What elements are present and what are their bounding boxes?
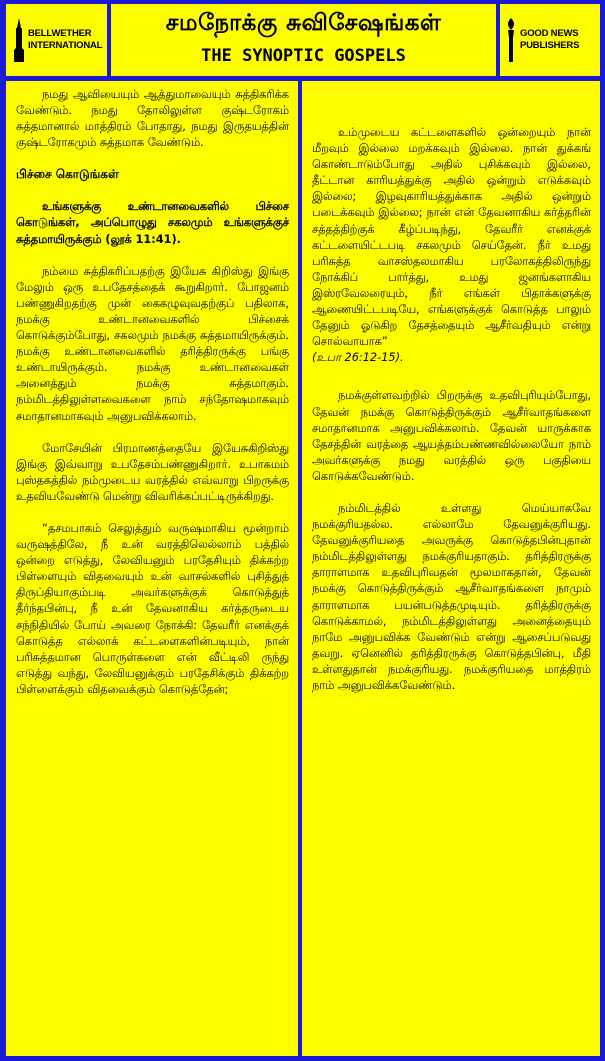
scripture-reference: (உபா 26:12-15). [312, 351, 404, 365]
left-logo-line2: INTERNATIONAL [28, 40, 103, 51]
scripture-quote: உங்களுக்கு உண்டானவைகளில் பிச்சை கொடுங்கள், அப்பொழுது சகலமும் உங்களுக்குச் சுத்தமாயிருக்கும் (லூக் 11:41). [16, 200, 289, 246]
bell-tower-icon [12, 18, 26, 62]
good-news-logo [500, 4, 600, 76]
right-text-column [302, 81, 600, 1056]
page-title-tamil: சமநோக்கு சுவிசேஷங்கள் [165, 10, 442, 36]
paragraph: “தசமபாகம் செலுத்தும் வருஷமாகிய மூன்றாம் வருஷத்திலே, நீ உன் வரத்திலெல்லாம் பத்தில் ஒன்றை எடுத்து, லேவியனும் பரதேசியும் திக்கற்ற பிள்ளையும் விதவையும் உன் வாசல்களில் புசித்துத் திருப்தியாகும்படி அவர்களுக்குக் கொடுத்துத் தீர்ந்தபின்பு, நீ உன் தேவனாகிய கர்த்தருடைய சந்நிதியில் போய் அவரை நோக்கி: தேவரீர் எனக்குக் கொடுத்த எல்லாக் கட்டளைகளின்படியும், நான் பரிசுத்தமான பொருள்களை என் வீட்டிலி ருந்து எடுத்து வந்து, லேவியனுக்கும் பரதேசிக்கும் திக்கற்ற பிள்ளைக்கும் விதவைக்கும் கொடுத்தேன்; [16, 521, 289, 696]
header-left-logo-panel [6, 4, 107, 76]
left-logo-line1: BELLWETHER [28, 28, 92, 39]
section-heading: பிச்சை கொடுங்கள் [16, 167, 119, 182]
bellwether-logo [6, 4, 107, 76]
header-right-logo-panel [500, 4, 600, 76]
paragraph: நம்மை சுத்திகரிப்பதற்கு இயேசு கிறிஸ்து இங்கு மேலும் ஒரு உபதேசத்தைக் கூறுகிறார். போஜனம் பண்ணுகிறதற்கு முன் கைகழுவுவதற்குப் பதிலாக, நமக்கு உண்டானவைகளில் பிச்சைக் கொடுக்கும்போது, சகலமும் நமக்கு சுத்தமாயிருக்கும். நமக்கு உண்டானவைகளில் தரித்திரருக்கு பங்கு உண்டாயிருக்கும். நமக்கு உண்டானவைகள் அனைத்தும் நமக்கு சுத்தமாகும். நம்மிடத்திலுள்ளவைகளை நாம் சந்தோஷமாகவும் சமாதானமாகவும் அனுபவிக்கலாம். [16, 264, 289, 423]
paragraph: நம்மிடத்தில் உள்ளது மெய்யாகவே நமக்குரியதல்ல. எல்லாமே தேவனுக்குரியது. தேவனுக்குரியதை அவருக்கு கொடுத்தபின்புதான் நம்மிடத்திலுள்ளது நமக்குரியதாகும். தரித்திரருக்கு தாராளமாக உதவிபுரிவதன் மூலமாகதான், தேவன் நமக்கு கொடுத்திருக்கும் ஆசீர்வாதங்களை நாமும் தாராளமாக பயன்படுத்தமுடியும். தரித்திரருக்கு கொடுக்காமல், நம்மிடத்திலுள்ளது அனைத்தையும் நாமே அனுபவிக்க வேண்டும் என்று ஆசைப்படுவது தவறு. ஏனெனில் தரித்திரருக்கு கொடுத்தபின்பு, மீதி உள்ளதுதான் நமக்குரியது. நமக்குரியதை மாத்திரம் நாம் அனுபவிக்கவேண்டும். [312, 501, 591, 692]
right-logo-line1: GOOD NEWS [520, 28, 579, 39]
paragraph: உம்முடைய கட்டளைகளில் ஒன்றையும் நான் மீறவும் இல்லை மறக்கவும் இல்லை. நான் துக்கங் கொண்டாடும்போது அதில் புசிக்கவும் இல்லை, தீட்டான காரியத்துக்கு அதில் ஒன்றும் எடுக்கவும் இல்லை; இழவுகாரியத்துக்காக அதில் ஒன்றும் படைக்கவும் இல்லை; நான் என் தேவனாகிய கர்த்தரின் சத்தத்திற்குக் கீழ்ப்படிந்து, தேவரீர் எனக்குக் கட்டளையிட்டபடி சகலமும் செய்தேன். நீர் உமது பரிசுத்த வாசஸ்தலமாகிய பரலோகத்திலிருந்து நோக்கிப் பார்த்து, உமது ஜனங்களாகிய இஸ்ரவேலரையும், நீர் எங்கள் பிதாக்களுக்கு ஆணையிட்டபடியே, எங்களுக்குக் கொடுத்த பாலும் தேனும் ஓடுகிற தேசத்தையும் ஆசீர்வதியும் என்று சொல்வாயாக” [312, 126, 591, 349]
page-title-english: THE SYNOPTIC GOSPELS [201, 46, 406, 66]
title-panel [111, 4, 496, 76]
paragraph: நமது ஆவியையும் ஆத்துமாவையும் சுத்திகரிக்க வேண்டும். நமது தோலிலுள்ள குஷ்டரோகம் சுத்தமானால் மாத்திரம் போதாது, நமது இருதயத்தின் குஷ்டரோகமும் சுத்தமாக வேண்டும். [16, 88, 289, 150]
right-logo-line2: PUBLISHERS [520, 40, 580, 51]
torch-icon [504, 18, 518, 62]
paragraph: மோசேயின் பிரமாணத்தையே இயேசுகிறிஸ்து இங்கு இவ்வாறு உபதேசம்பண்ணுகிறார். உபாகமம் புஸ்தகத்தில் நம்முடைய வரத்தில் எவ்வாறு பிறருக்கு உதவியவேண்டு மென்று விவரிக்கப்பட்டிருக்கிறது. [16, 441, 289, 503]
paragraph: நமக்குள்ளவற்றில் பிறருக்கு உதவிபுரியும்போது, தேவன் நமக்கு கொடுத்திருக்கும் ஆசீர்வாதங்களை சமாதானமாக அனுபவிக்கலாம். தேவன் யாருக்காக தேசத்தின் வரத்தை ஆயத்தம்பண்ணவில்லையோ நாம் அவர்களுக்கு நமது வரத்தில் ஒரு பகுதியை கொடுக்கவேண்டும். [312, 389, 591, 483]
left-text-column [6, 81, 298, 1056]
